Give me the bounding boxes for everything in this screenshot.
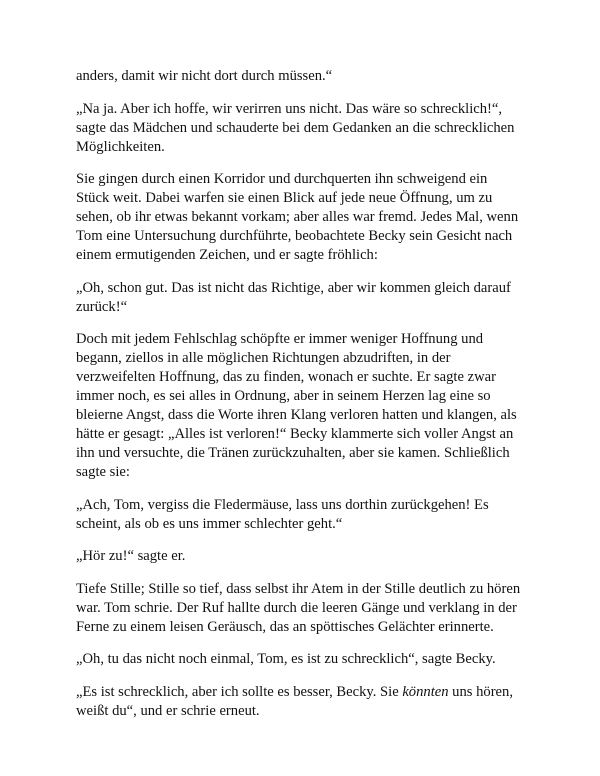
paragraph [76, 170, 536, 265]
text-line: scheint, als ob es uns immer schlechter geht.“ [76, 515, 343, 532]
text-line: zurück!“ [76, 298, 128, 315]
text-line: anders, damit wir nicht dort durch müssen.“ [76, 68, 333, 84]
text-line: „Es ist schrecklich, aber ich sollte es besser, Becky. Sie [76, 683, 403, 700]
paragraph [76, 279, 536, 317]
text-line: sagte sie: [76, 464, 130, 480]
document-body [76, 67, 536, 734]
text-line: „Ach, Tom, vergiss die Fledermäuse, lass uns dorthin zurückgehen! Es [76, 496, 489, 513]
paragraph [76, 683, 536, 721]
paragraph [76, 547, 536, 566]
text-line: „Oh, schon gut. Das ist nicht das Richtige, aber wir kommen gleich darauf [76, 279, 511, 296]
text-line: bleierne Angst, dass die Worte ihren Klang verloren hatten und klangen, als [76, 407, 517, 423]
paragraph [76, 100, 536, 157]
text-line: „Hör zu!“ sagte er. [76, 548, 186, 564]
text-line: uns hören, [448, 683, 513, 700]
emphasized-word: könnten [402, 683, 449, 700]
text-line: Doch mit jedem Fehlschlag schöpfte er immer weniger Hoffnung und [76, 331, 484, 347]
text-line: Tiefe Stille; Stille so tief, dass selbst ihr Atem in der Stille deutlich zu hören [76, 580, 521, 597]
text-line: „Oh, tu das nicht noch einmal, Tom, es ist zu schrecklich“, sagte Becky. [76, 651, 496, 667]
text-line: einem ermutigenden Zeichen, und er sagte fröhlich: [76, 247, 378, 263]
text-line: hätte er gesagt: „Alles ist verloren!“ Becky klammerte sich voller Angst an [76, 426, 514, 442]
paragraph [76, 650, 536, 669]
text-line: weißt du“, und er schrie erneut. [76, 702, 260, 719]
text-line: ihn und versuchte, die Tränen zurückzuhalten, aber sie kamen. Schließlich [76, 445, 510, 461]
paragraph [76, 330, 536, 482]
text-line: Möglichkeiten. [76, 138, 165, 155]
text-line: begann, ziellos in alle möglichen Richtungen abzudriften, in der [76, 350, 451, 366]
text-line: Tom eine Untersuchung durchführte, beobachtete Becky sein Gesicht nach [76, 228, 513, 244]
text-line: Sie gingen durch einen Korridor und durchquerten ihn schweigend ein [76, 171, 488, 187]
paragraph [76, 67, 536, 86]
text-line: sehen, ob ihr etwas bekannt vorkam; aber alles war fremd. Jedes Mal, wenn [76, 209, 519, 225]
text-line: Ferne zu einem leisen Geräusch, das an spöttisches Gelächter erinnerte. [76, 618, 494, 635]
text-line: Stück weit. Dabei warfen sie einen Blick auf jede neue Öffnung, um zu [76, 190, 493, 206]
text-line: immer noch, es sei alles in Ordnung, aber in seinem Herzen lag eine so [76, 388, 491, 404]
text-line: sagte das Mädchen und schauderte bei dem Gedanken an die schrecklichen [76, 119, 515, 136]
paragraph [76, 580, 536, 637]
text-line: „Na ja. Aber ich hoffe, wir verirren uns nicht. Das wäre so schrecklich!“, [76, 100, 503, 117]
text-line: verzweifelten Hoffnung, das zu finden, wonach er suchte. Er sagte zwar [76, 369, 496, 385]
paragraph [76, 496, 536, 534]
text-line: war. Tom schrie. Der Ruf hallte durch die leeren Gänge und verklang in der [76, 599, 517, 616]
